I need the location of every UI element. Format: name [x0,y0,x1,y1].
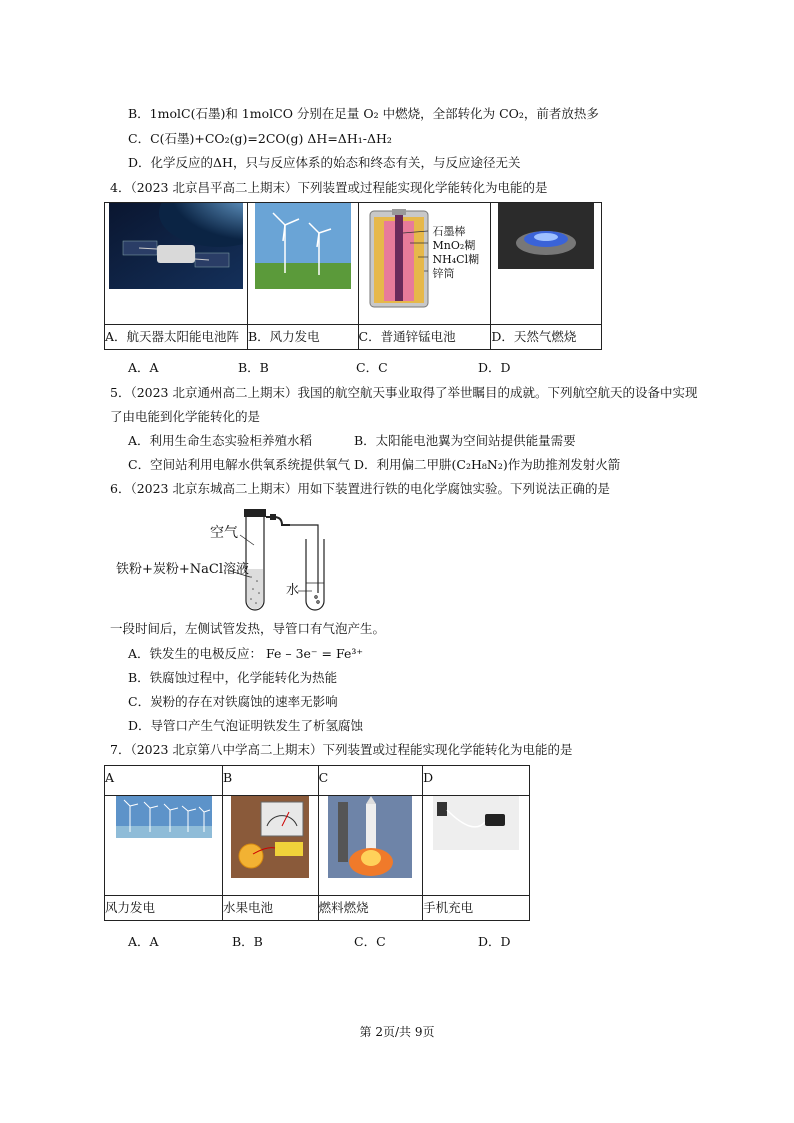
q7-header-d: D [423,766,530,796]
q7-answer-d: D．D [478,934,511,949]
q6-option-c: C．炭粉的存在对铁腐蚀的速率无影响 [128,694,338,709]
rocket-launch-image [328,796,412,878]
q7-image-b [223,796,319,896]
q4-image-c [358,203,491,325]
q5-option-b: B．太阳能电池翼为空间站提供能量需要 [354,433,576,448]
q6-option-b: B．铁腐蚀过程中，化学能转化为热能 [128,670,338,685]
q4-label-c: C．普通锌锰电池 [358,325,491,350]
q6-label-water: 水 [286,583,300,598]
q4-image-d [491,203,602,325]
q5-stem-line1: 5．（2023 北京通州高二上期末）我国的航空航天事业取得了举世瞩目的成就。下列航空航天的设备中实现 [110,385,698,400]
q7-label-c: 燃料燃烧 [318,896,423,921]
q6-stem: 6．（2023 北京东城高二上期末）用如下装置进行铁的电化学腐蚀实验。下列说法正确的是 [110,481,610,496]
q7-table [104,765,530,921]
q4-answer-d: D．D [478,360,511,375]
q3-option-c: C．C(石墨)+CO₂(g)=2CO(g) ΔH=ΔH₁-ΔH₂ [128,131,392,146]
battery-label-graphite-rod: 石墨棒 [432,225,466,238]
battery-label-zinc-can: 锌筒 [432,267,455,280]
q4-label-a: A．航天器太阳能电池阵 [105,325,248,350]
q4-answer-b: B．B [238,360,269,375]
fruit-battery-image [231,796,309,878]
q7-answer-b: B．B [232,934,263,949]
q4-answer-c: C．C [356,360,388,375]
spacecraft-solar-array-image [109,203,243,289]
q4-image-b [248,203,359,325]
battery-label-nh4cl-paste: NH₄Cl糊 [432,253,480,266]
iron-corrosion-apparatus-diagram [230,505,340,611]
q7-stem: 7．（2023 北京第八中学高二上期末）下列装置或过程能实现化学能转化为电能的是 [110,742,573,757]
q7-label-a: 风力发电 [105,896,223,921]
q7-image-a [105,796,223,896]
q4-image-a [105,203,248,325]
q6-description: 一段时间后，左侧试管发热，导管口有气泡产生。 [110,621,386,636]
q4-table [104,202,602,350]
q4-stem: 4．（2023 北京昌平高二上期末）下列装置或过程能实现化学能转化为电能的是 [110,180,548,195]
q6-option-a: A．铁发生的电极反应： Fe – 3e⁻ = Fe³⁺ [128,646,363,661]
phone-charging-image [433,796,519,850]
q3-option-d: D．化学反应的ΔH，只与反应体系的始态和终态有关，与反应途径无关 [128,155,521,170]
wind-farm-image [116,796,212,838]
q4-label-b: B．风力发电 [248,325,359,350]
q5-stem-line2: 了由电能到化学能转化的是 [110,409,261,424]
q7-image-c [318,796,423,896]
q7-label-d: 手机充电 [423,896,530,921]
q6-label-air: 空气 [210,525,238,541]
q6-label-mixture: 铁粉+炭粉+NaCl溶液 [116,562,250,577]
q3-option-b: B．1molC(石墨)和 1molCO 分别在足量 O₂ 中燃烧，全部转化为 CO₂，前者放热多 [128,106,599,121]
q7-answer-c: C．C [354,934,386,949]
wind-turbine-image [255,203,351,289]
q7-image-d [423,796,530,896]
q7-header-c: C [318,766,423,796]
q7-header-a: A [105,766,223,796]
q6-option-d: D．导管口产生气泡证明铁发生了析氢腐蚀 [128,718,364,733]
q4-answer-a: A．A [128,360,159,375]
q7-header-b: B [223,766,319,796]
battery-label-mno2-paste: MnO₂糊 [432,239,476,252]
q5-option-c: C．空间站利用电解水供氧系统提供氧气 [128,457,351,472]
q5-option-d: D．利用偏二甲肼(C₂H₈N₂)作为助推剂发射火箭 [354,457,621,472]
q4-label-d: D．天然气燃烧 [491,325,602,350]
gas-burner-image [498,203,594,269]
q7-label-b: 水果电池 [223,896,319,921]
q7-answer-a: A．A [128,934,159,949]
q5-option-a: A．利用生命生态实验柜养殖水稻 [128,433,313,448]
page-footer: 第 2页/共 9页 [359,1025,435,1039]
